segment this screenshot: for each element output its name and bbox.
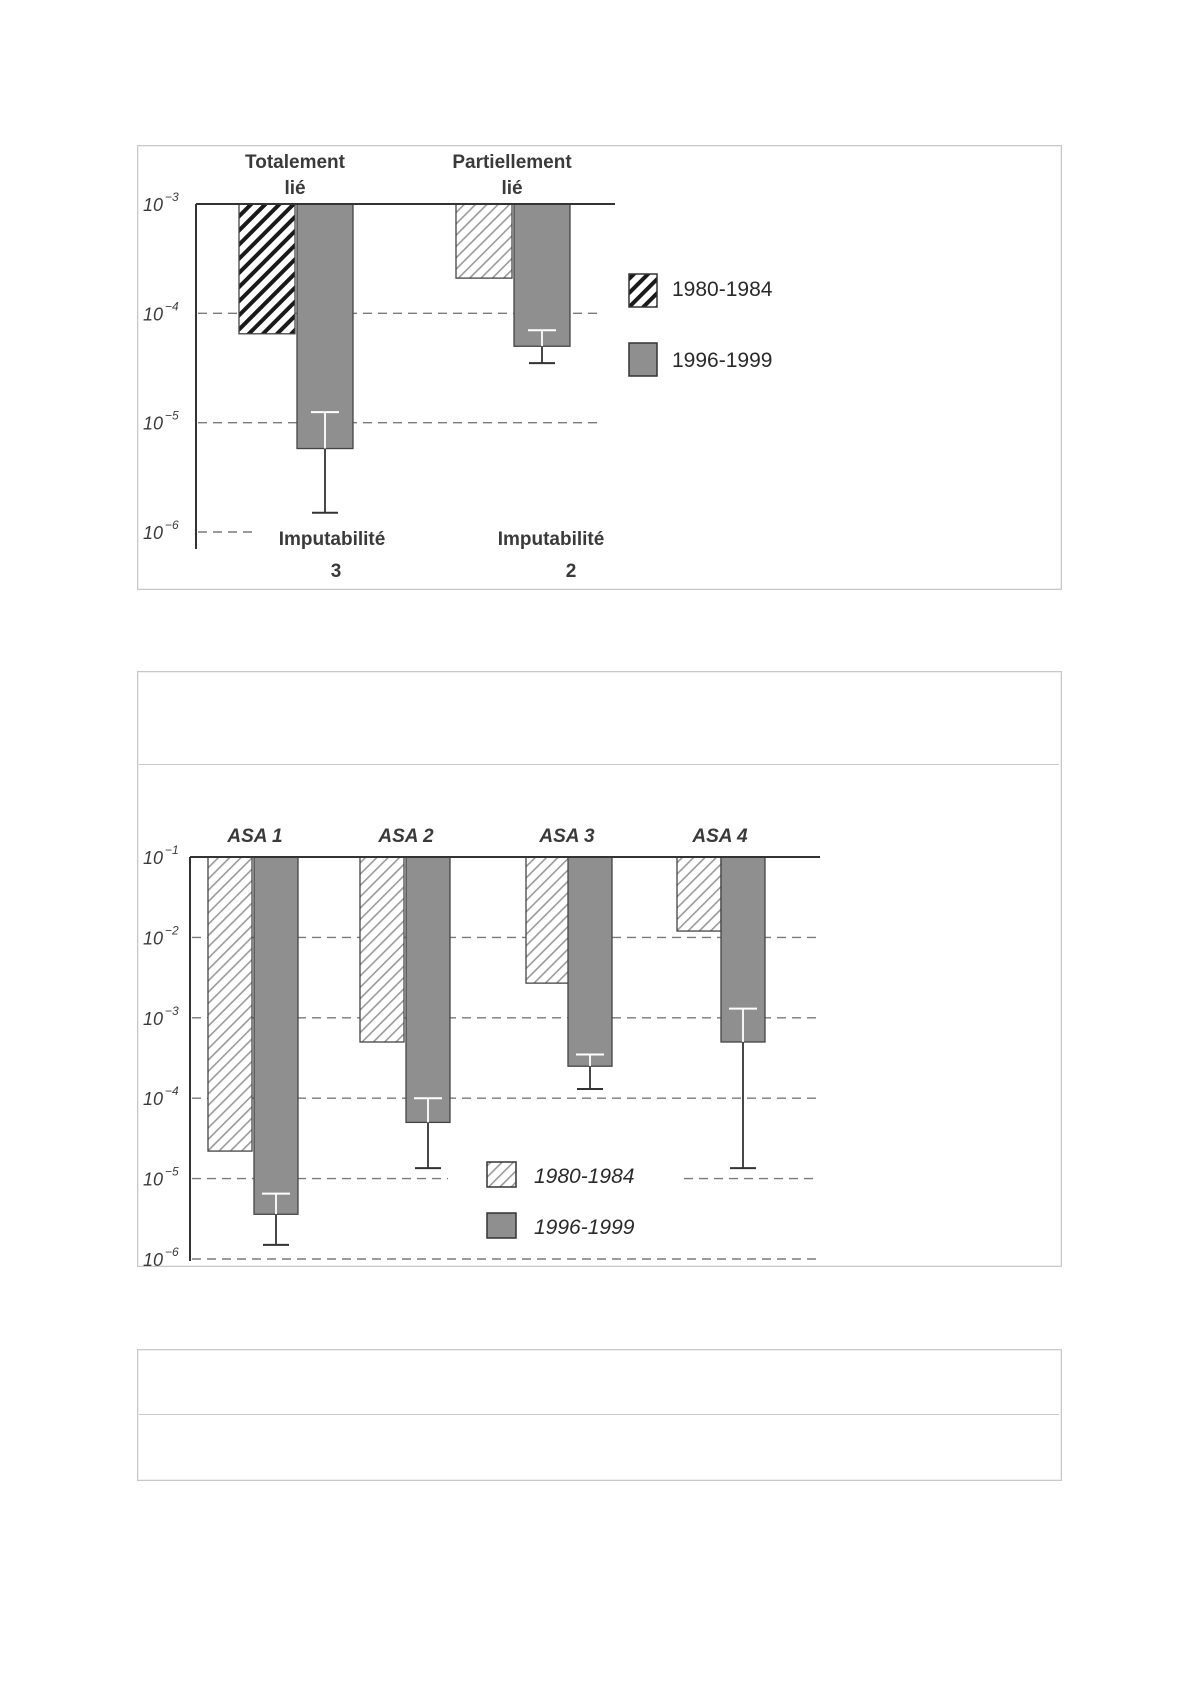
c1-bar-s0-c1 <box>456 204 512 278</box>
chart2-cat-asa2: ASA 2 <box>378 826 434 847</box>
c1-ytick-3: 10 $^{-6}$ <box>143 518 179 543</box>
c2-bar-s0-c3 <box>677 857 721 931</box>
c2-ytick-5: 10 $^{-6}$ <box>143 1245 179 1270</box>
chart2-cat-asa3: ASA 3 <box>539 826 595 847</box>
c2-ytick-3: 10 $^{-4}$ <box>143 1084 179 1110</box>
chart2-legend-swatch-1996 <box>487 1213 516 1238</box>
chart2-error-bars <box>262 1009 757 1245</box>
c2-ytick-4: 10 $^{-5}$ <box>143 1164 179 1190</box>
c2-ytick-2: 10 $^{-3}$ <box>143 1003 179 1029</box>
chart1-legend-swatch-1996 <box>629 343 657 376</box>
c1-ytick-2: 10 $^{-5}$ <box>143 408 179 434</box>
chart1-cat-top-1-line2: lié <box>284 178 306 199</box>
c1-bar-s0-c0 <box>239 204 295 334</box>
c2-bar-s0-c1 <box>360 857 404 1042</box>
chart1-cat-top-2-line1: Partiellement <box>452 152 572 173</box>
chart1-legend-label-1980: 1980-1984 <box>672 278 773 301</box>
chart2-y-tick-labels <box>143 843 179 1270</box>
chart2 <box>143 826 820 1270</box>
c2-bar-s0-c0 <box>208 857 252 1151</box>
c2-ytick-0: 10 $^{-1}$ <box>143 843 179 868</box>
c2-bar-s1-c1 <box>406 857 450 1122</box>
chart1-bars <box>239 204 570 449</box>
chart2-bars <box>208 857 765 1214</box>
chart2-legend-swatch-1980 <box>487 1162 516 1187</box>
chart2-legend-label-1996: 1996-1999 <box>534 1216 635 1239</box>
chart1-cat-top-1-line1: Totalement <box>245 152 345 173</box>
chart1 <box>143 152 773 582</box>
chart1-cat-bottom-2-line1: Imputabilité <box>497 529 605 550</box>
chart1-cat-bottom-1-line2: 3 <box>330 561 342 582</box>
c1-ytick-1: 10 $^{-4}$ <box>143 299 179 325</box>
chart1-y-tick-labels <box>143 190 179 543</box>
c2-bar-s1-c0 <box>254 857 298 1214</box>
c1-bar-s1-c1 <box>514 204 570 346</box>
c2-bar-s1-c2 <box>568 857 612 1066</box>
chart2-cat-asa4: ASA 4 <box>692 826 748 847</box>
chart1-legend-label-1996: 1996-1999 <box>672 349 773 372</box>
chart1-cat-bottom-2-line2: 2 <box>565 561 577 582</box>
chart1-cat-bottom-1-line1: Imputabilité <box>278 529 386 550</box>
c2-bar-s0-c2 <box>526 857 570 983</box>
c2-ytick-1: 10 $^{-2}$ <box>143 923 179 949</box>
c1-ytick-0: 10 $^{-3}$ <box>143 190 179 215</box>
chart1-cat-top-2-line2: lié <box>501 178 523 199</box>
chart2-legend-label-1980: 1980-1984 <box>534 1165 635 1188</box>
chart1-legend-swatch-1980 <box>629 274 657 307</box>
chart2-cat-asa1: ASA 1 <box>227 826 283 847</box>
